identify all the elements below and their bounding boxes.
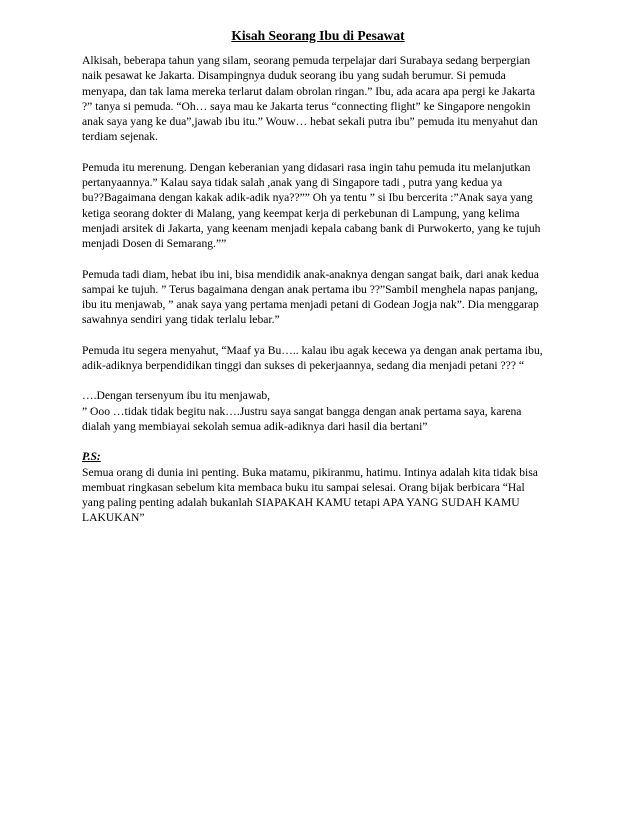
text-line: pertanyaannya.” Kalau saya tidak salah ,anak yang di Singapore tadi , putra yang kedua ya	[82, 176, 503, 190]
document-page	[82, 28, 554, 541]
text-line: sawahnya sendiri yang tidak terlalu lebar.”	[82, 313, 280, 327]
text-line: membuat ringkasan sebelum kita membaca buku itu sampai selesai. Orang bijak berbicara “Hal	[82, 480, 525, 494]
text-line: LAKUKAN”	[82, 511, 145, 525]
text-line: Pemuda itu segera menyahut, “Maaf ya Bu….. kalau ibu agak kecewa ya dengan anak pertama ibu,	[82, 343, 543, 357]
paragraph-1	[82, 53, 554, 145]
text-line: naik pesawat ke Jakarta. Disampingnya duduk seorang ibu yang sudah berumur. Si pemuda	[82, 69, 506, 83]
paragraph-4	[82, 343, 554, 374]
text-line: Pemuda itu merenung. Dengan keberanian yang didasari rasa ingin tahu pemuda itu melanjutkan	[82, 160, 531, 174]
text-line: ibu itu menjawab, ” anak saya yang pertama menjadi petani di Godean Jogja nak”. Dia menggarap	[82, 298, 539, 312]
text-line: yang paling penting adalah bukanlah SIAPAKAH KAMU tetapi APA YANG SUDAH KAMU	[82, 496, 520, 510]
document-title: Kisah Seorang Ibu di Pesawat	[231, 28, 405, 43]
text-line: menjadi Dosen di Semarang.””	[82, 237, 227, 251]
text-line: ketiga seorang dokter di Malang, yang keempat kerja di perkebunan di Lampung, yang kelima	[82, 206, 520, 220]
text-line: menjadi arsitek di Jakarta, yang keenam menjadi kepala cabang bank di Purwokerto, yang ke tujuh	[82, 221, 541, 235]
text-line: bu??Bagaimana dengan kakak adik-adik nya??”” Oh ya tentu ” si Ibu bercerita :”Anak saya yang	[82, 191, 533, 205]
text-line: sampai ke tujuh. ” Terus bagaimana dengan anak pertama ibu ??”Sambil menghela napas panjang,	[82, 282, 538, 296]
ps-heading: P.S:	[82, 450, 101, 464]
text-line: ….Dengan tersenyum ibu itu menjawab,	[82, 389, 271, 403]
text-line: ” Ooo …tidak tidak begitu nak….Justru saya sangat bangga dengan anak pertama saya, karena	[82, 404, 522, 418]
text-line: dialah yang membiayai sekolah semua adik-adiknya dari hasil dia bertani”	[82, 419, 428, 433]
text-line: Alkisah, beberapa tahun yang silam, seorang pemuda terpelajar dari Surabaya sedang berpergian	[82, 54, 531, 67]
text-line: menyapa, dan tak lama mereka terlarut dalam obrolan ringan.” Ibu, ada acara apa pergi ke Jakarta	[82, 84, 536, 98]
ps-section	[82, 449, 554, 525]
text-line: terdiam sejenak.	[82, 130, 158, 144]
text-line: adik-adiknya berpendidikan tinggi dan sukses di pekerjaannya, sedang dia menjadi petani ??? “	[82, 359, 525, 373]
text-line: ?” tanya si pemuda. “Oh… saya mau ke Jakarta terus “connecting flight” ke Singapore nengokin	[82, 99, 531, 113]
text-line: anak saya yang ke dua”,jawab ibu itu.” Wouw… hebat sekali putra ibu” pemuda itu menyahut dan	[82, 115, 538, 129]
text-line: Pemuda tadi diam, hebat ibu ini, bisa mendidik anak-anaknya dengan sangat baik, dari anak kedua	[82, 267, 539, 281]
text-line: Semua orang di dunia ini penting. Buka matamu, pikiranmu, hatimu. Intinya adalah kita tidak bisa	[82, 465, 538, 479]
paragraph-3	[82, 267, 554, 328]
paragraph-2	[82, 160, 554, 252]
paragraph-5	[82, 388, 554, 434]
